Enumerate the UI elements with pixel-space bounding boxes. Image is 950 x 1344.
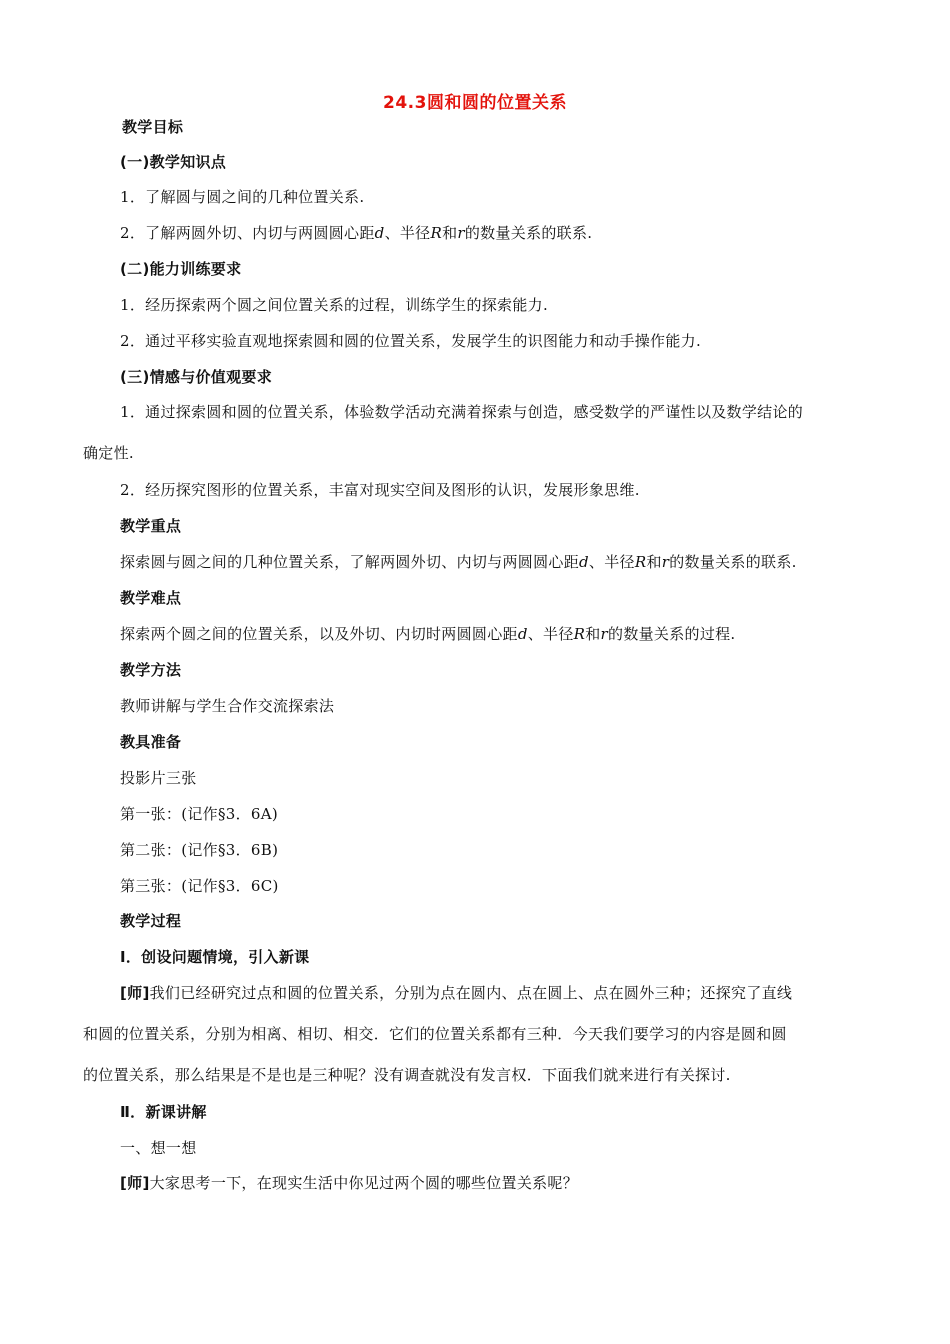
knowledge-heading: (一)教学知识点 bbox=[120, 153, 227, 171]
tools-heading: 教具准备 bbox=[120, 733, 182, 751]
emotion-item-2: 2．经历探究图形的位置关系，丰富对现实空间及图形的认识，发展形象思维. bbox=[120, 481, 640, 499]
difficulty-text: 探索两个圆之间的位置关系，以及外切、内切时两圆圆心距d、半径R和r的数量关系的过程. bbox=[120, 625, 736, 643]
slide-3: 第三张：(记作§3．6C) bbox=[120, 877, 279, 895]
slide-2: 第二张：(记作§3．6B) bbox=[120, 841, 279, 859]
emotion-heading: (三)情感与价值观要求 bbox=[120, 368, 273, 386]
emotion-item-1-line-1: 1．通过探索圆和圆的位置关系，体验数学活动充满着探索与创造，感受数学的严谨性以及数学结论的 bbox=[120, 403, 804, 421]
section-1-line-3: 的位置关系，那么结果是不是也是三种呢？没有调查就没有发言权．下面我们就来进行有关探讨. bbox=[83, 1066, 731, 1084]
process-heading: 教学过程 bbox=[120, 912, 182, 930]
emotion-item-1-line-2: 确定性. bbox=[83, 444, 134, 462]
think-heading: 一、想一想 bbox=[120, 1139, 197, 1157]
tools-text: 投影片三张 bbox=[120, 769, 197, 787]
key-heading: 教学重点 bbox=[120, 517, 182, 535]
goals-heading: 教学目标 bbox=[122, 118, 184, 136]
method-heading: 教学方法 bbox=[120, 661, 182, 679]
section-1-line-2: 和圆的位置关系，分别为相离、相切、相交．它们的位置关系都有三种．今天我们要学习的内容是圆和圆 bbox=[83, 1025, 787, 1043]
method-text: 教师讲解与学生合作交流探索法 bbox=[120, 697, 335, 715]
ability-item-1: 1．经历探索两个圆之间位置关系的过程，训练学生的探索能力. bbox=[120, 296, 549, 314]
document-title: 24.3圆和圆的位置关系 bbox=[383, 93, 567, 113]
difficulty-heading: 教学难点 bbox=[120, 589, 182, 607]
ability-heading: (二)能力训练要求 bbox=[120, 260, 242, 278]
slide-1: 第一张：(记作§3．6A) bbox=[120, 805, 279, 823]
section-2-heading: Ⅱ．新课讲解 bbox=[120, 1103, 207, 1121]
knowledge-item-1: 1．了解圆与圆之间的几种位置关系. bbox=[120, 188, 365, 206]
ability-item-2: 2．通过平移实验直观地探索圆和圆的位置关系，发展学生的识图能力和动手操作能力. bbox=[120, 332, 702, 350]
section-1-heading: Ⅰ．创设问题情境，引入新课 bbox=[120, 948, 310, 966]
knowledge-item-2: 2．了解两圆外切、内切与两圆圆心距d、半径R和r的数量关系的联系. bbox=[120, 224, 593, 242]
key-text: 探索圆与圆之间的几种位置关系，了解两圆外切、内切与两圆圆心距d、半径R和r的数量关系的联系. bbox=[120, 553, 797, 571]
section-2-line-1: [师]大家思考一下，在现实生活中你见过两个圆的哪些位置关系呢？ bbox=[120, 1174, 579, 1192]
section-1-line-1: [师]我们已经研究过点和圆的位置关系，分别为点在圆内、点在圆上、点在圆外三种；还探究了直线 bbox=[120, 984, 793, 1002]
